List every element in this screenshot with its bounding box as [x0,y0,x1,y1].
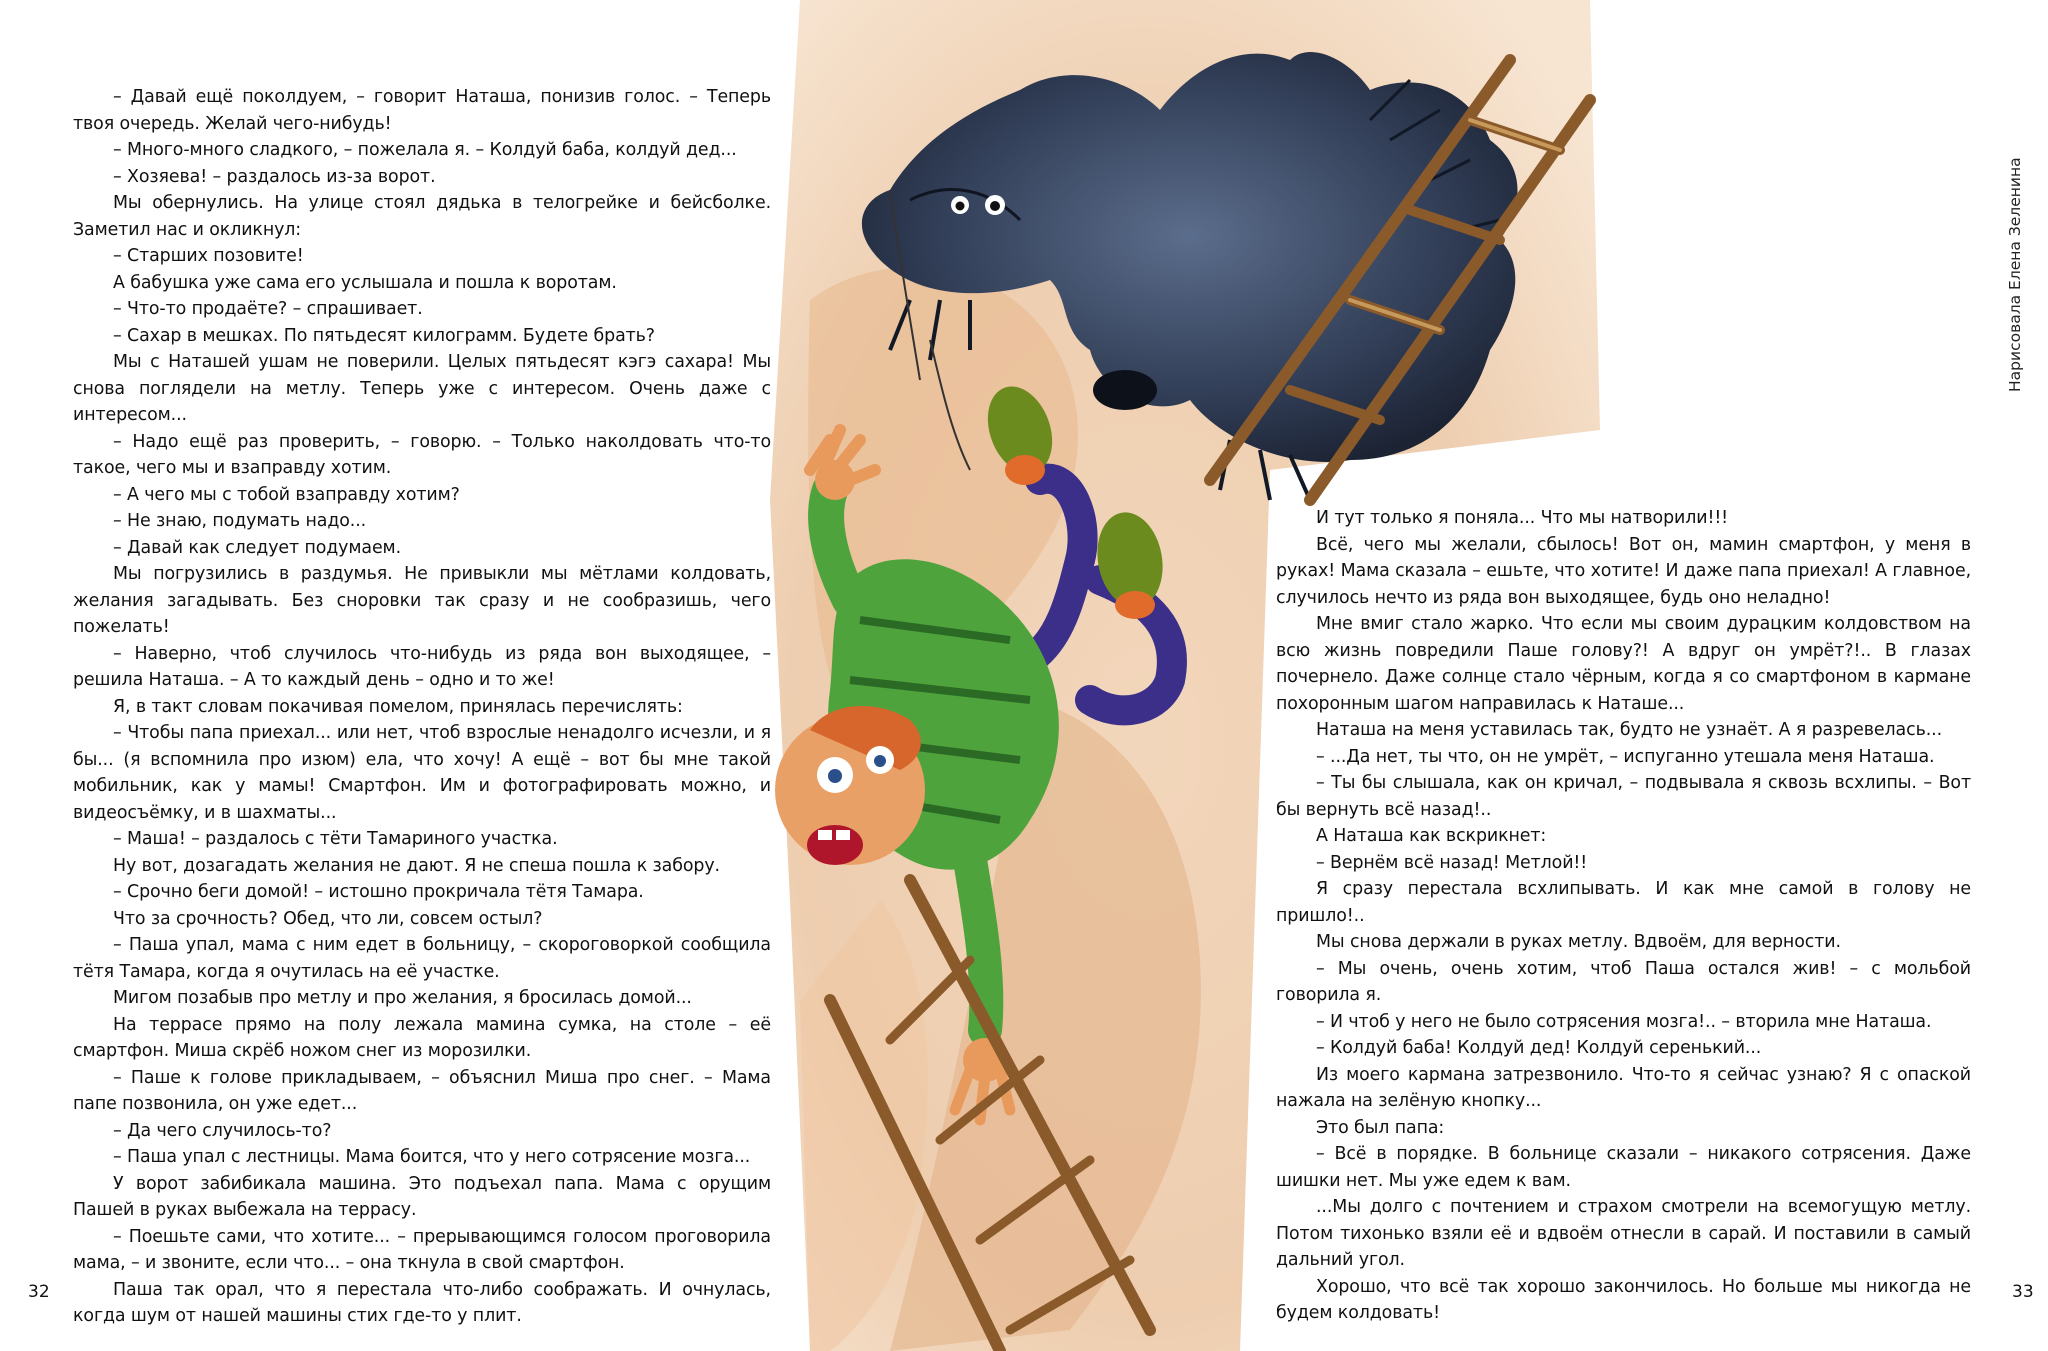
left-paragraph: – Не знаю, подумать надо... [113,511,367,531]
illustrator-credit: Нарисовала Елена Зеленина [2006,157,2024,393]
left-paragraph: – Старших позовите! [113,246,304,266]
left-paragraph: Я, в такт словам покачивая помелом, принялась перечислять: [113,696,683,717]
left-paragraph: Что за срочность? Обед, что ли, совсем остыл? [113,908,543,929]
left-paragraph: Ну вот, дозагадать желания не дают. Я не спеша пошла к забору. [113,855,720,876]
right-page-text [1276,505,1971,1327]
left-paragraph: Мы погрузились в раздумья. Не привыкли мы мётлами колдовать, желания загадывать. Без сноровки так сразу и не сообразишь, чего пожелать! [73,564,771,637]
page-number-right: 33 [2012,1282,2034,1302]
right-paragraph: – Вернём всё назад! Метлой!! [1316,852,1588,873]
left-paragraph: Мы обернулись. На улице стоял дядька в телогрейке и бейсболке. Заметил нас и окликнул: [73,193,771,240]
left-paragraph: – Много-много сладкого, – пожелала я. – Колдуй баба, колдуй дед... [113,140,737,160]
left-paragraph: На террасе прямо на полу лежала мамина сумка, на столе – её смартфон. Миша скрёб ножом снег из морозилки. [73,1014,771,1061]
right-paragraph: ...Мы долго с почтением и страхом смотрели на всемогущую метлу. Потом тихонько взяли её и вдвоём отнесли в сарай. И поставили в самый дальний угол. [1276,1197,1971,1270]
left-paragraph: – Чтобы папа приехал... или нет, чтоб взрослые ненадолго исчезли, и я бы... (я вспомнила про изюм) ела, что хочу! А ещё – вот бы мне такой мобильник, как у мамы! Смартфон. Им и фотографировать можно, и видеосъёмку, и в шахматы... [73,723,771,823]
left-paragraph: – Паша упал с лестницы. Мама боится, что у него сотрясение мозга... [113,1147,751,1167]
right-paragraph: Всё, чего мы желали, сбылось! Вот он, мамин смартфон, у меня в руках! Мама сказала – ешьте, что хотите! И даже папа приехал! А главное, случилось нечто из ряда вон выходящее, будь оно неладно! [1276,534,1971,608]
left-paragraph: – Срочно беги домой! – истошно прокричала тётя Тамара. [113,882,644,902]
left-paragraph: – Давай ещё поколдуем, – говорит Наташа, понизив голос. – Теперь твоя очередь. Желай чего-нибудь! [73,87,771,134]
left-page-text [73,84,771,1330]
left-paragraph: У ворот забибикала машина. Это подъехал папа. Мама с орущим Пашей в руках выбежала на террасу. [73,1173,771,1220]
left-paragraph: – А чего мы с тобой взаправду хотим? [113,484,460,505]
left-paragraph: – Давай как следует подумаем. [113,537,401,558]
left-paragraph: – Хозяева! – раздалось из-за ворот. [113,166,436,187]
left-paragraph: – Паше к голове прикладываем, – объяснил Миша про снег. – Мама папе позвонила, он уже едет... [73,1067,771,1114]
left-paragraph: – Что-то продаёте? – спрашивает. [113,299,423,319]
right-paragraph: И тут только я поняла... Что мы натворили!!! [1316,508,1729,528]
right-paragraph: – Ты бы слышала, как он кричал, – подвывала я сквозь всхлипы. – Вот бы вернуть всё назад!.. [1276,773,1971,820]
page-number-left: 32 [28,1282,50,1302]
left-paragraph: – Сахар в мешках. По пятьдесят килограмм. Будете брать? [113,325,655,346]
left-paragraph: – Надо ещё раз проверить, – говорю. – Только наколдовать что-то такое, чего мы и взаправду хотим. [73,431,771,478]
left-paragraph: – Наверно, чтоб случилось что-нибудь из ряда вон выходящее, – решила Наташа. – А то каждый день – одно и то же! [73,643,771,690]
left-paragraph: А бабушка уже сама его услышала и пошла к воротам. [113,272,617,293]
left-paragraph: – Поешьте сами, что хотите... – прерывающимся голосом проговорила мама, – и звоните, если что... – она ткнула в свой смартфон. [73,1226,771,1273]
right-paragraph: – Всё в порядке. В больнице сказали – никакого сотрясения. Даже шишки нет. Мы уже едем к вам. [1276,1144,1971,1191]
right-paragraph: Из моего кармана затрезвонило. Что-то я сейчас узнаю? Я с опаской нажала на зелёную кнопку... [1276,1064,1971,1111]
left-paragraph: Паша так орал, что я перестала что-либо соображать. И очнулась, когда шум от нашей машины стих где-то у плит. [73,1279,771,1326]
right-paragraph: – Мы очень, очень хотим, чтоб Паша остался жив! – с мольбой говорила я. [1276,958,1971,1005]
left-paragraph: Мигом позабыв про метлу и про желания, я бросилась домой... [113,988,692,1008]
right-paragraph: – И чтоб у него не было сотрясения мозга!.. – вторила мне Наташа. [1316,1011,1932,1032]
right-paragraph: А Наташа как вскрикнет: [1316,826,1547,846]
right-paragraph: Мне вмиг стало жарко. Что если мы своим дурацким колдовством на всю жизнь повредили Паше голову?! А вдруг он умрёт?!.. В глазах почернело. Даже солнце стало чёрным, когда я со смартфоном в кармане похоронным шагом направилась к Наташе... [1276,614,1971,714]
right-paragraph: – Колдуй баба! Колдуй дед! Колдуй сеpенький... [1316,1038,1762,1058]
right-paragraph: Это был папа: [1316,1117,1445,1138]
right-paragraph: – ...Да нет, ты что, он не умрёт, – испуганно утешала меня Наташа. [1316,746,1935,767]
left-paragraph: – Паша упал, мама с ним едет в больницу, – скороговоркой сообщила тётя Тамара, когда я очутилась на её участке. [73,935,771,982]
right-paragraph: Наташа на меня уставилась так, будто не узнаёт. А я разревелась... [1316,720,1943,740]
right-paragraph: Мы снова держали в руках метлу. Вдвоём, для верности. [1316,932,1841,952]
left-paragraph: – Маша! – раздалось с тёти Тамариного участка. [113,829,558,849]
right-paragraph: Хорошо, что всё так хорошо закончилось. Но больше мы никогда не будем колдовать! [1276,1276,1971,1323]
right-paragraph: Я сразу перестала всхлипывать. И как мне самой в голову не пришло!.. [1276,879,1971,926]
left-paragraph: – Да чего случилось-то? [113,1120,332,1141]
left-paragraph: Мы с Наташей ушам не поверили. Целых пятьдесят кэгэ сахара! Мы снова поглядели на метлу. Теперь уже с интересом. Очень даже с интересом... [73,352,771,425]
